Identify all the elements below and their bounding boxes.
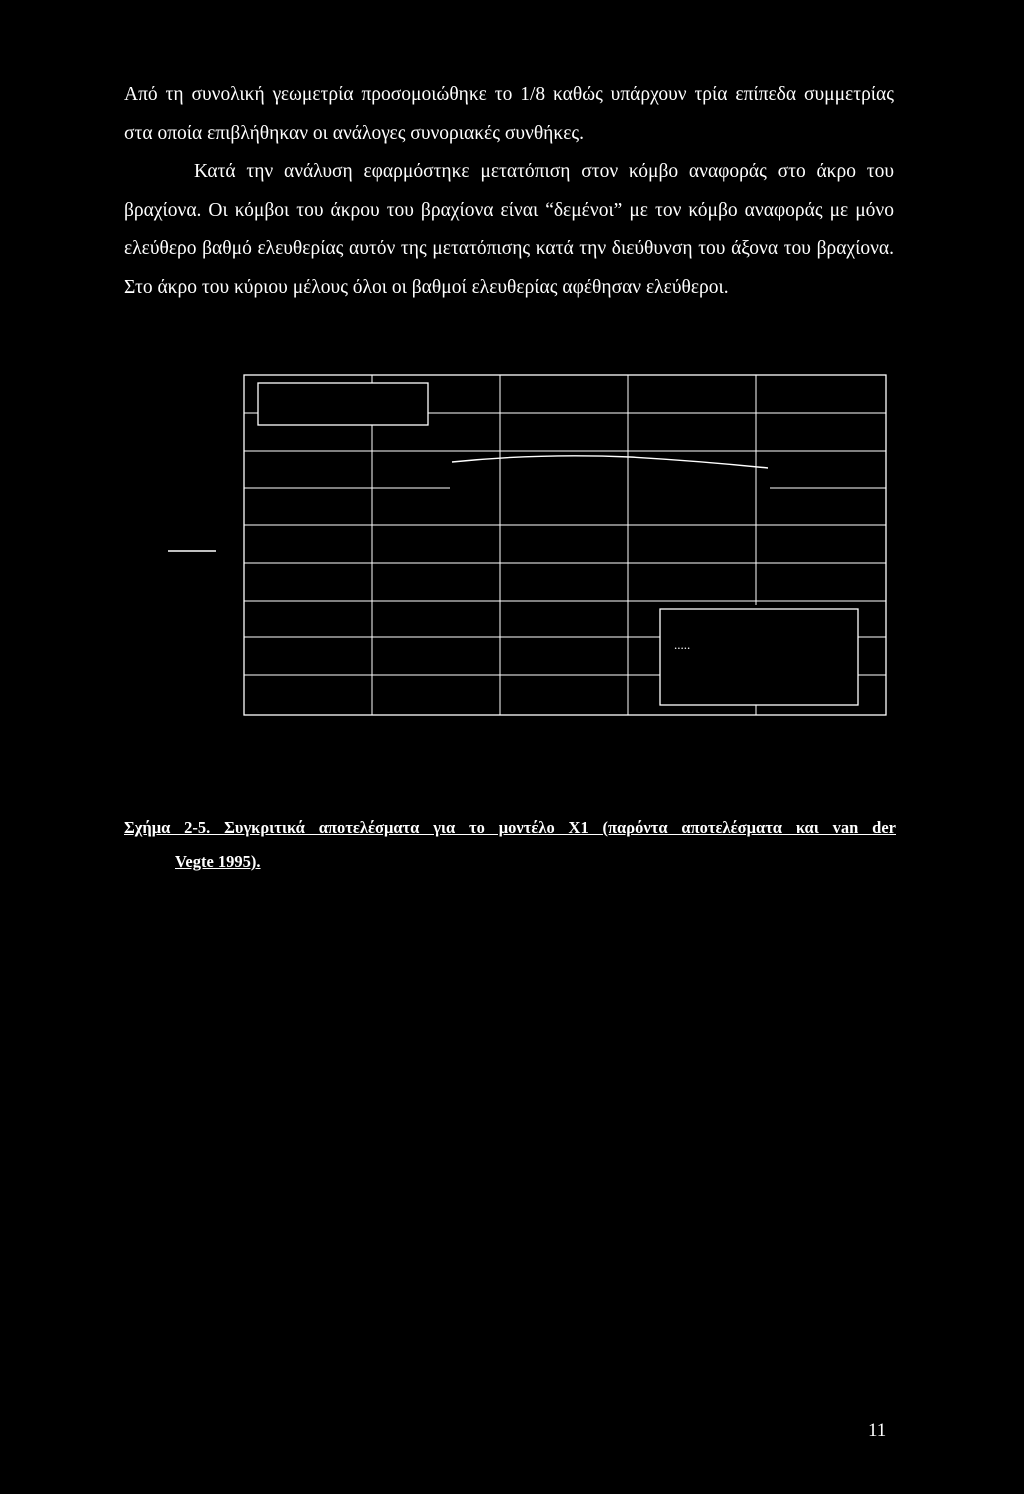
paragraph-analysis: Κατά την ανάλυση εφαρμόστηκε μετατόπιση στον κόμβο αναφοράς στο άκρο του βραχίονα. Οι κόμβοι του άκρου του βραχίονα είναι “δεμένοι” με τον κόμβο αναφοράς με μόνο ελεύθερο βαθμό ελευθερίας αυτόν της μετατόπισης κατά την διεύθυνση του άξονα του βραχίονα. Στο άκρο του κύριου μέλους όλοι οι βαθμοί ελευθερίας αφέθησαν ελεύθεροι. xyxy=(124,161,894,298)
figure-caption-line1: Σχήμα 2-5. Συγκριτικά αποτελέσματα για το μοντέλο X1 (παρόντα αποτελέσματα και van der xyxy=(124,818,896,837)
legend-marker-dotted: ..... xyxy=(674,637,691,652)
legend-box-top xyxy=(258,383,428,425)
comparison-chart-figure xyxy=(160,365,900,725)
series-curve-present xyxy=(452,456,768,468)
data-series xyxy=(168,456,768,551)
page-number: 11 xyxy=(868,1420,887,1441)
legend-box-bottom xyxy=(660,609,858,705)
legend-box-bottom-frame xyxy=(660,609,858,705)
legend-box-top-frame xyxy=(258,383,428,425)
figure-caption-line2: Vegte 1995). xyxy=(175,852,261,871)
paragraph-symmetry: Από τη συνολική γεωμετρία προσομοιώθηκε το 1/8 καθώς υπάρχουν τρία επίπεδα συμμετρίας στα οποία επιβλήθηκαν οι ανάλογες συνοριακές συνθήκες. xyxy=(124,84,894,144)
